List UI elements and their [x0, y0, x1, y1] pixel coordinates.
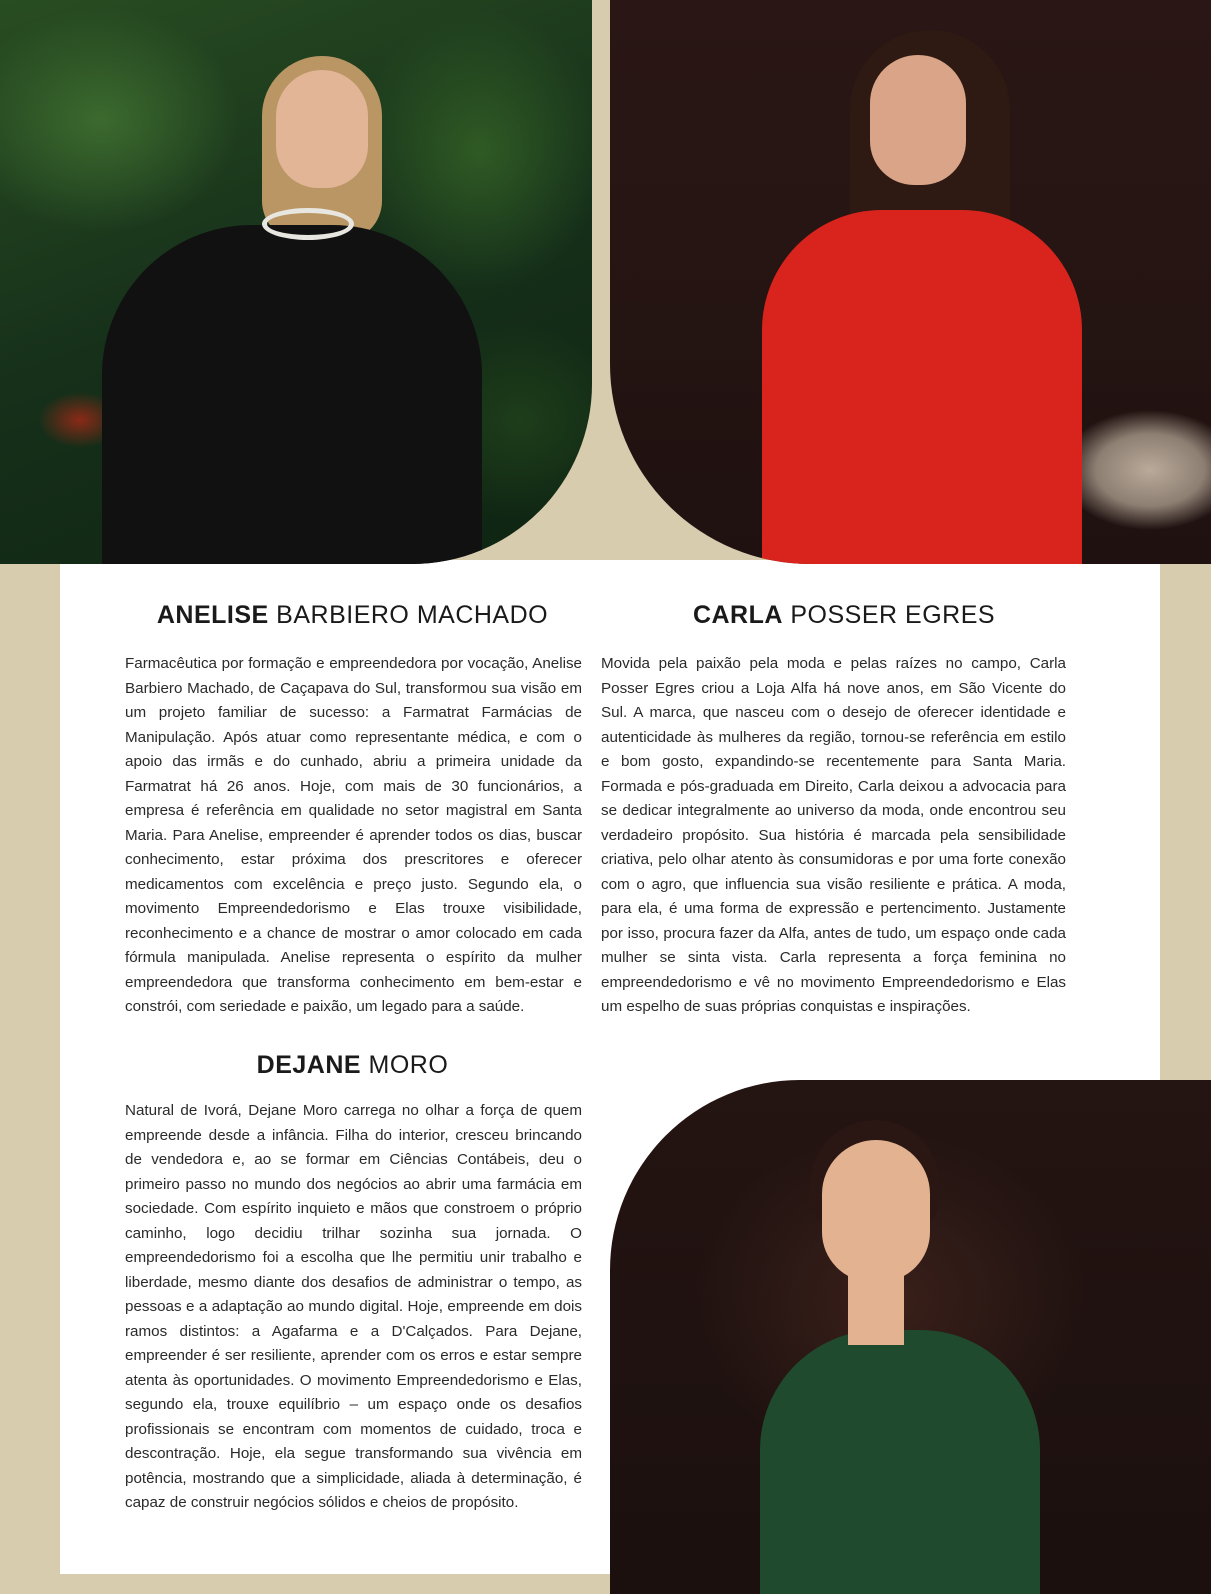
profile-name-carla	[600, 601, 1088, 630]
name-first: ANELISE	[156, 601, 269, 629]
profile-bio-carla: Movida pela paixão pela moda e pelas raízes no campo, Carla Posser Egres criou a Loja Alfa há nove anos, em São Vicente do Sul. A marca, que nasceu com o desejo de oferecer identidade e autenticidade às mulheres da região, tornou-se referência em estilo e bom gosto, expandindo-se recentemente para Santa Maria. Formada e pós-graduada em Direito, Carla deixou a advocacia para se dedicar integralmente ao universo da moda, onde encontrou seu verdadeiro propósito. Sua história é marcada pela sensibilidade criativa, pelo olhar atento às consumidoras e por uma forte conexão com o agro, que influencia sua visão resiliente e prática. A moda, para ela, é uma forma de expressão e pertencimento. Justamente por isso, procura fazer da Alfa, antes de tudo, um espaço onde cada mulher se sinta vista. Carla representa a força feminina no empreendedorismo e vê no movimento Empreendedorismo e Elas um espelho de suas próprias conquistas e inspirações.	[601, 655, 1066, 1015]
profile-bio-dejane: Natural de Ivorá, Dejane Moro carrega no olhar a força de quem empreende desde a infância. Filha do interior, cresceu brincando de vendedora e, ao se formar em Ciências Contábeis, deu o primeiro passo no mundo dos negócios ao abrir uma farmácia em sociedade. Com espírito inquieto e mãos que constroem o próprio caminho, logo decidiu trilhar sozinha sua jornada. O empreendedorismo foi a escolha que lhe permitiu unir trabalho e liberdade, mesmo diante dos desafios de administrar o tempo, as pessoas e a adaptação ao mundo digital. Hoje, empreende em dois ramos distintos: a Agafarma e a D'Calçados. Para Dejane, empreender é ser resiliente, aprender com os erros e estar sempre atenta às oportunidades. O movimento Empreendedorismo e Elas, segundo ela, trouxe equilíbrio – um espaço onde os desafios profissionais se encontram com momentos de cuidado, troca e descontração. Hoje, ela segue transformando sua vivência em potência, mostrando que a simplicidade, aliada à determinação, é capaz de construir negócios sólidos e cheios de propósito.	[125, 1102, 582, 1511]
portrait-photo-carla	[610, 0, 1211, 564]
portrait-neck	[848, 1275, 904, 1345]
profile-name-anelise	[125, 601, 580, 630]
name-rest: BARBIERO MACHADO	[268, 601, 549, 629]
portrait-photo-dejane	[610, 1080, 1211, 1594]
profile-bio-anelise: Farmacêutica por formação e empreendedora por vocação, Anelise Barbiero Machado, de Caçapava do Sul, transformou sua visão em um projeto familiar de sucesso: a Farmatrat Farmácias de Manipulação. Após atuar como representante médica, e com o apoio das irmãs e do cunhado, abriu a primeira unidade da Farmatrat há 26 anos. Hoje, com mais de 30 funcionários, a empresa é referência em qualidade no setor magistral em Santa Maria. Para Anelise, empreender é aprender todos os dias, buscar conhecimento, estar próxima dos prescritores e oferecer medicamentos com excelência e preço justo. Segundo ela, o movimento Empreendedorismo e Elas trouxe visibilidade, reconhecimento e a chance de mostrar o amor colocado em cada fórmula manipulada. Anelise representa o espírito da mulher empreendedora que transforma conhecimento em bem-estar e constrói, com seriedade e paixão, um legado para a saúde.	[125, 655, 582, 1015]
portrait-necklace	[262, 208, 354, 240]
portrait-face	[276, 70, 368, 188]
name-rest: POSSER EGRES	[782, 601, 996, 629]
name-rest: MORO	[361, 1051, 449, 1079]
portrait-body	[760, 1330, 1040, 1594]
name-first: DEJANE	[256, 1051, 362, 1079]
portrait-face	[822, 1140, 930, 1282]
portrait-body	[762, 210, 1082, 564]
portrait-body	[102, 225, 482, 564]
profile-name-dejane	[125, 1051, 580, 1080]
portrait-photo-anelise	[0, 0, 592, 564]
portrait-face	[870, 55, 966, 185]
name-first: CARLA	[692, 601, 783, 629]
